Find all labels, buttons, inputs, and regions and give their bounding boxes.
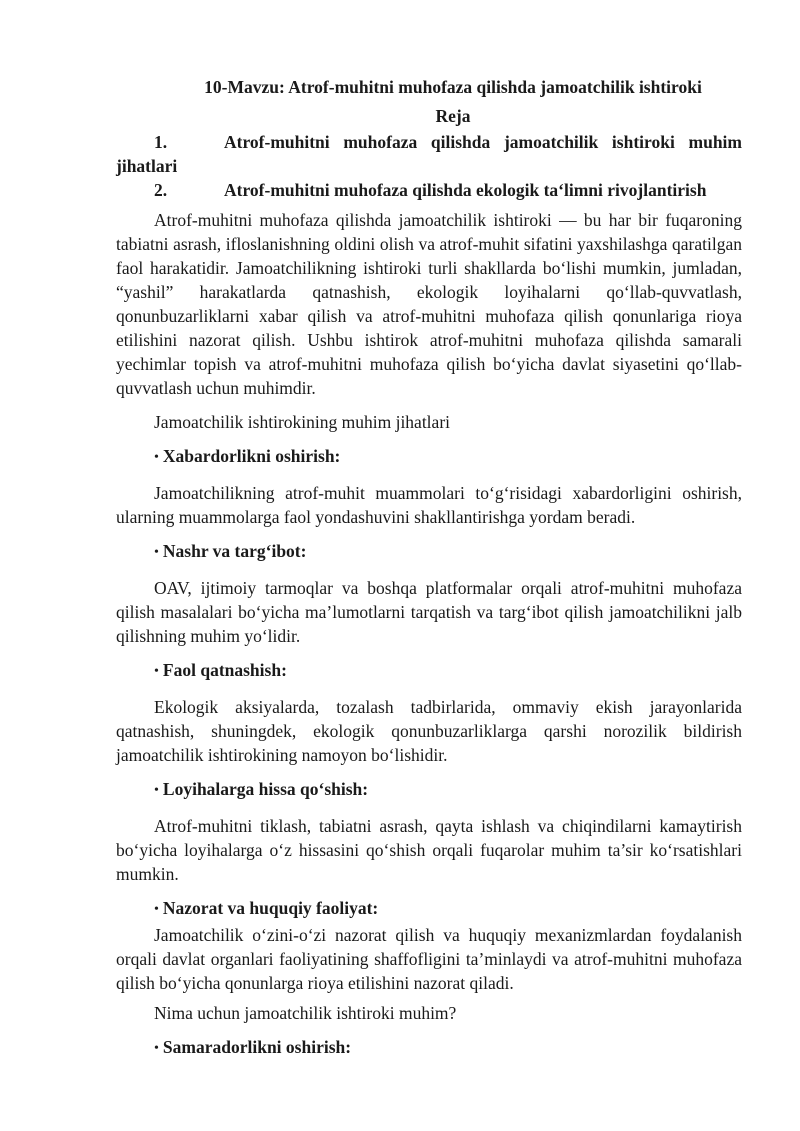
document-title: 10-Mavzu: Atrof-muhitni muhofaza qilishda jamoatchilik ishtiroki [204, 77, 702, 97]
bullet-heading-text: Nazorat va huquqiy faoliyat: [162, 898, 379, 918]
intro-paragraph: Atrof-muhitni muhofaza qilishda jamoatchilik ishtiroki — bu har bir fuqaroning tabiatni asrash, ifloslanishning oldini olish va atrof-muhit sifatini yaxshilashga qaratilgan faol harakatidir. Jamoatchilikning ishtiroki turli shakllarda bo‘lishi mumkin, jumladan, “yashil” harakatlarda qatnashish, ekologik loyihalarni qo‘llab-quvvatlash, qonunbuzarliklarni xabar qilish va atrof-muhitni muhofaza qilish qonunlariga rioya etilishini nazorat qilish. Ushbu ishtirok atrof-muhitni muhofaza qilishda samarali yechimlar topish va atrof-muhitni muhofaza qilish bo‘yicha davlat siyasetini qo‘llab-quvvatlash uchun muhimdir. [116, 210, 742, 398]
bullet-heading [154, 777, 742, 804]
bullet-icon: • [154, 902, 159, 917]
plan-item-1 [116, 130, 742, 178]
plan-item-number: 2. [154, 180, 168, 200]
document-page [116, 72, 742, 1062]
bullet-icon: • [154, 450, 159, 465]
bullet-paragraph: Jamoatchilik o‘zini-o‘zi nazorat qilish va huquqiy mexanizmlardan foydalanish orqali davlat organlari faoliyatining shaffofligini ta’minlaydi va atrof-muhitni muhofaza qilish bo‘yicha qonunlarga rioya etilishini nazorat qiladi. [116, 925, 742, 993]
bullet-heading-text: Samaradorlikni oshirish: [162, 1037, 352, 1057]
bullet-icon: • [154, 1041, 159, 1056]
plan-item-2 [116, 178, 742, 202]
plan-item-text: Atrof-muhitni muhofaza qilishda jamoatchilik ishtiroki muhim jihatlari [116, 132, 742, 176]
plan-item-text: Atrof-muhitni muhofaza qilishda ekologik ta‘limni rivojlantirish [224, 180, 707, 200]
bullet-icon: • [154, 664, 159, 679]
bullet-heading [154, 658, 742, 685]
plan-item-number: 1. [154, 132, 168, 152]
bullet-icon: • [154, 545, 159, 560]
plan-heading: Reja [435, 106, 471, 126]
bullet-icon: • [154, 783, 159, 798]
bullet-paragraph: OAV, ijtimoiy tarmoqlar va boshqa platformalar orqali atrof-muhitni muhofaza qilish masalalari bo‘yicha ma’lumotlarni tarqatish va targ‘ibot qilish jamoatchilikni jalb qilishning muhim yo‘lidir. [116, 578, 742, 646]
bullet-paragraph: Ekologik aksiyalarda, tozalash tadbirlarida, ommaviy ekish jarayonlarida qatnashish, shuningdek, ekologik qonunbuzarliklarga qarshi norozilik bildirish jamoatchilik ishtirokining namoyon bo‘lishidir. [116, 697, 742, 765]
bullet-heading [154, 444, 742, 471]
bullet-heading [154, 539, 742, 566]
bullet-heading-text: Nashr va targ‘ibot: [162, 541, 307, 561]
section-heading-why-important: Nima uchun jamoatchilik ishtiroki muhim? [154, 1003, 457, 1023]
bullet-heading [154, 896, 742, 923]
bullet-heading [154, 1035, 742, 1062]
bullet-heading-text: Loyihalarga hissa qo‘shish: [162, 779, 369, 799]
bullet-paragraph: Atrof-muhitni tiklash, tabiatni asrash, qayta ishlash va chiqindilarni kamaytirish bo‘yicha loyihalarga o‘z hissasini qo‘shish orqali fuqarolar muhim ta’sir ko‘rsatishlari mumkin. [116, 816, 742, 884]
bullet-paragraph: Jamoatchilikning atrof-muhit muammolari to‘g‘risidagi xabardorligini oshirish, ularning muammolarga faol yondashuvini shakllantirishga yordam beradi. [116, 483, 742, 527]
bullet-heading-text: Xabardorlikni oshirish: [162, 446, 341, 466]
section-heading-importance-aspects: Jamoatchilik ishtirokining muhim jihatlari [154, 412, 451, 432]
bullet-heading-text: Faol qatnashish: [162, 660, 287, 680]
